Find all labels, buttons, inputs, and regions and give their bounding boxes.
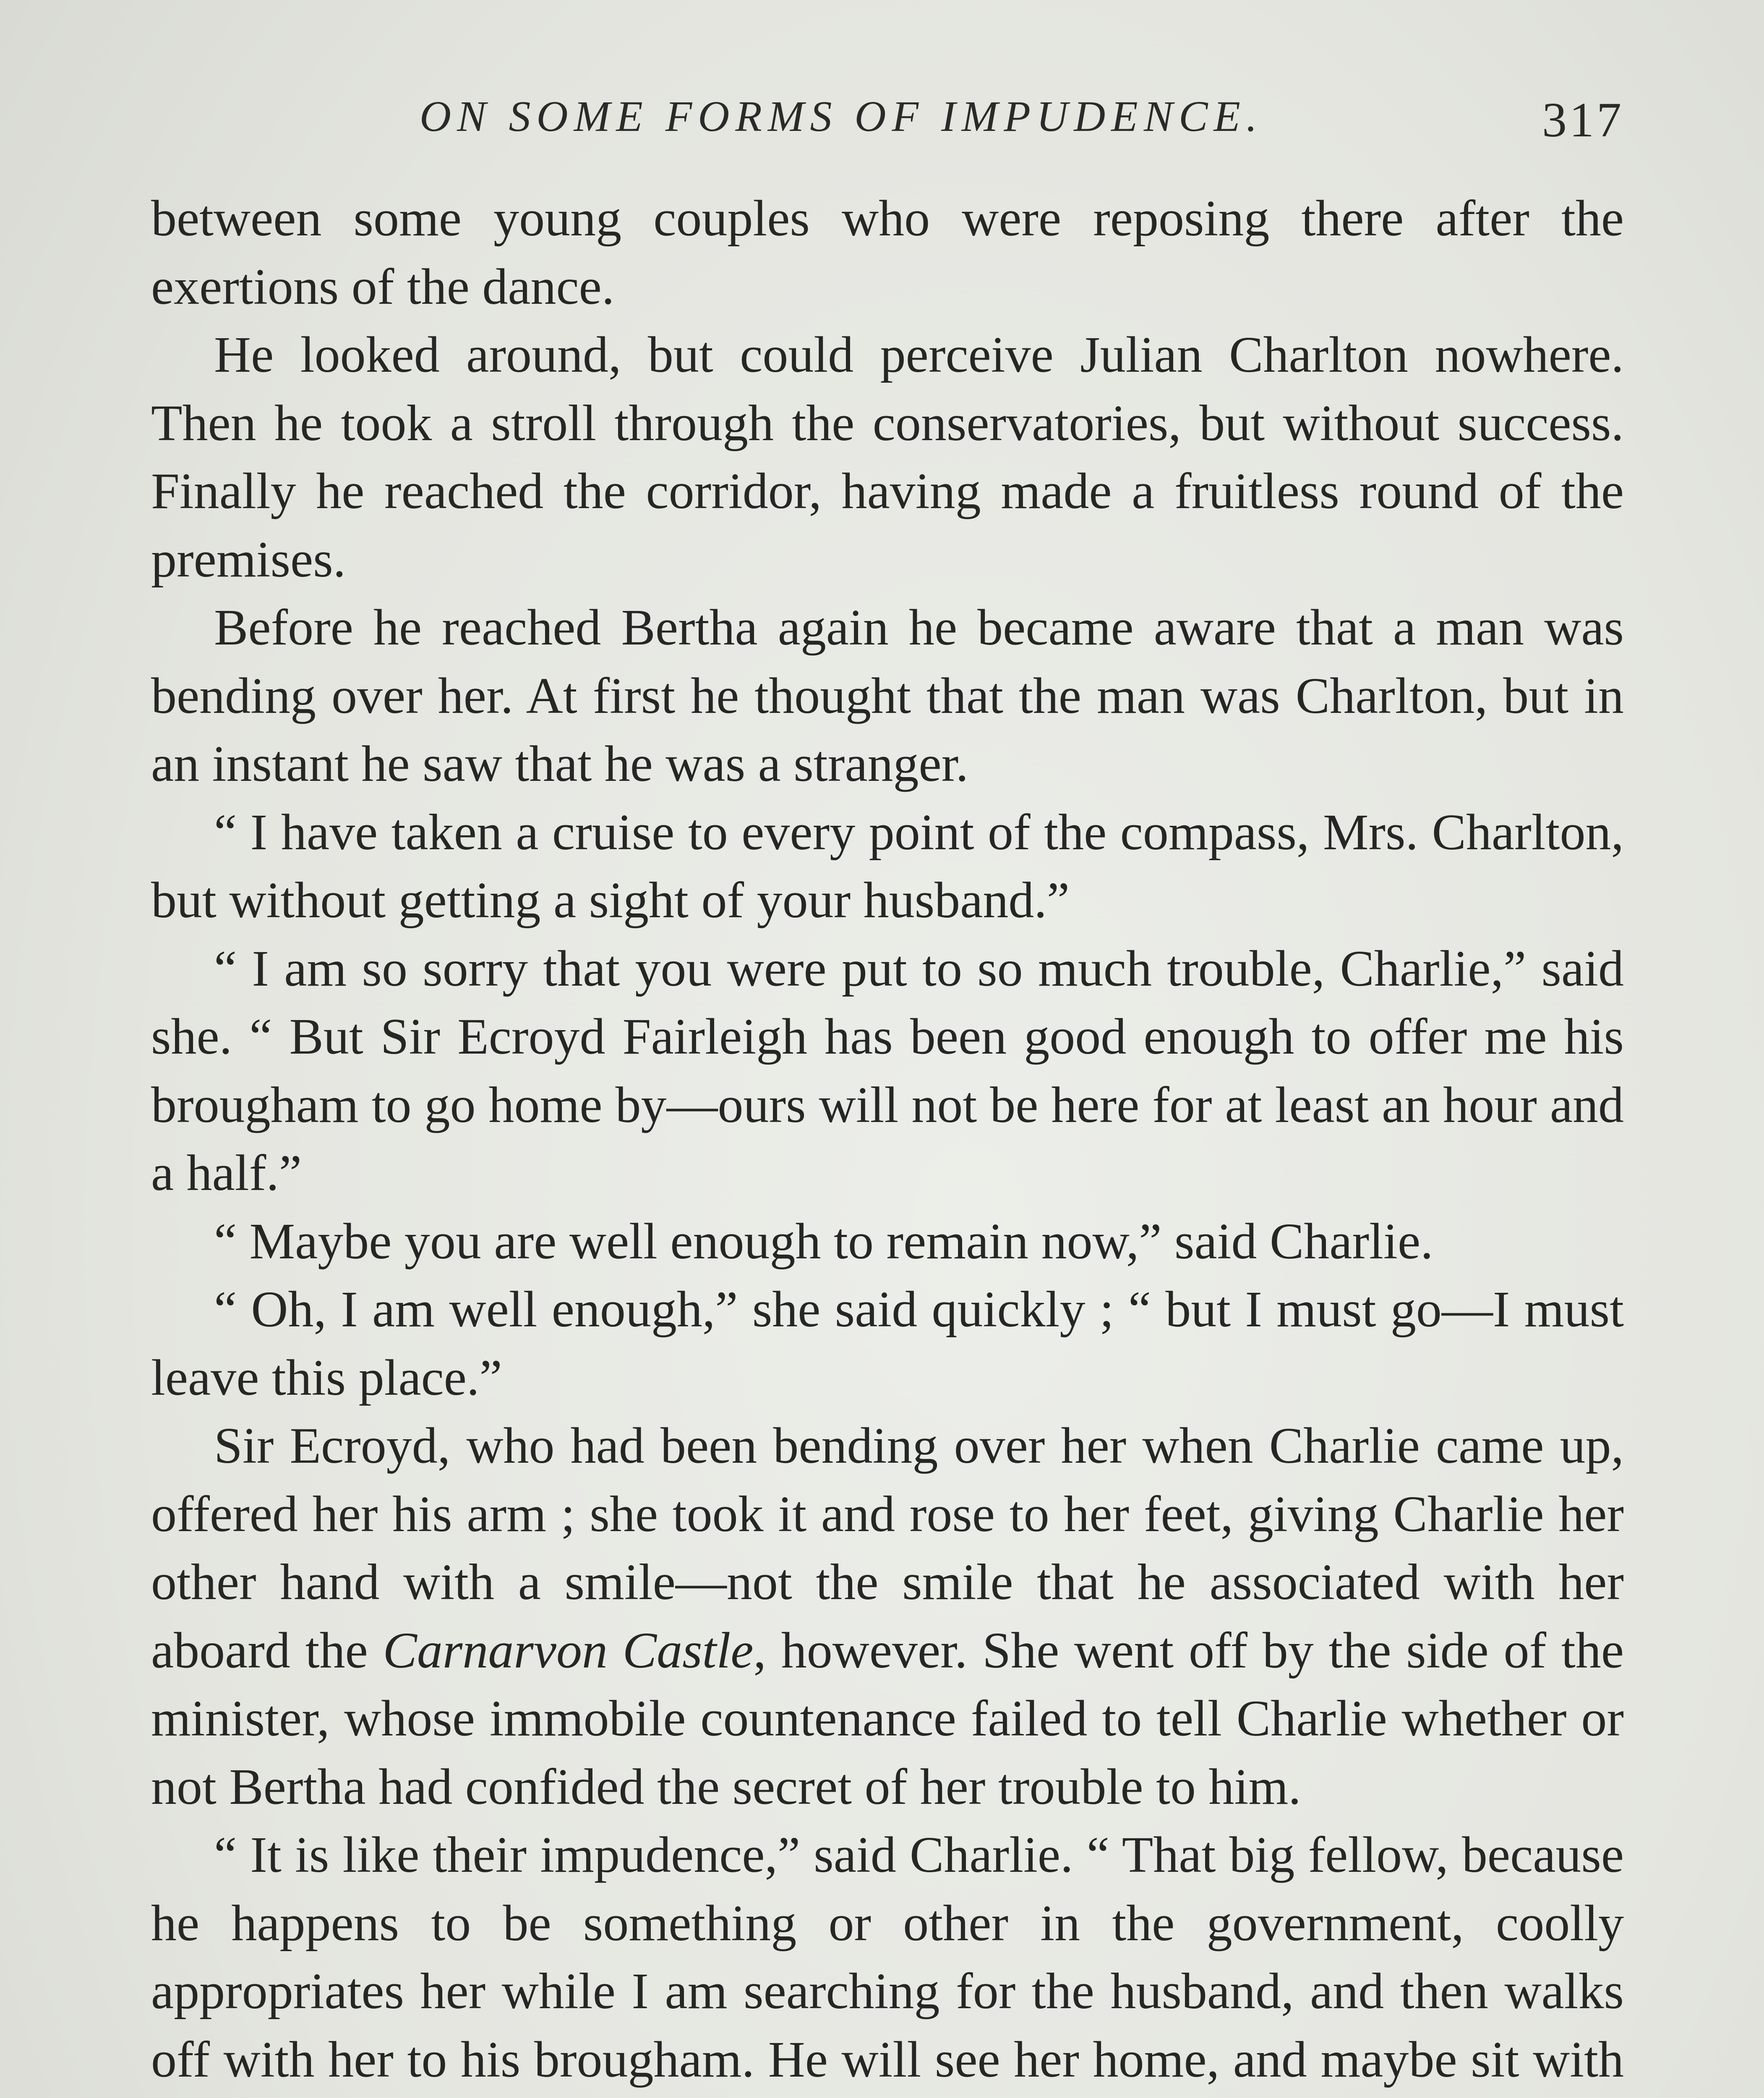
paragraph-text: He looked around, but could perceive Julian Charlton nowhere. Then he took a stroll through the conservatories, but without success. Finally he reached the corridor, having made a fruitless round of the premises. <box>151 326 1624 588</box>
paragraph-text: “ I have taken a cruise to every point of the compass, Mrs. Charlton, but without getting a sight of your husband.” <box>151 804 1624 929</box>
paragraph <box>151 594 1624 798</box>
paragraph <box>151 935 1624 1208</box>
page-number: 317 <box>1542 92 1624 147</box>
italic-text: Carnarvon Castle <box>383 1622 754 1679</box>
paragraph <box>151 185 1624 321</box>
paragraph-text: Sir Ecroyd, who had been bending over her when Charlie came up, offered her his arm ; she took it and rose to her feet, giving Charlie her other hand with a smile—not the smile that he associated with her aboard the <box>151 1417 1624 1679</box>
paragraph-text: “ Oh, I am well enough,” she said quickly ; “ but I must go—I must leave this place.” <box>151 1281 1624 1406</box>
running-head <box>151 91 1624 154</box>
paragraph <box>151 798 1624 935</box>
paragraph-text: “ It is like their impudence,” said Charlie. “ That big fellow, because he happens to be something or other in the government, coolly appropriates her while I am searching for the husband, and then walks off with her to his brougham. He will see her home, and maybe sit with <box>151 1827 1624 2088</box>
paragraph <box>151 1208 1624 1276</box>
paragraph-text: Before he reached Bertha again he became aware that a man was bending over her. At first he thought that the man was Charlton, but in an instant he saw that he was a stranger. <box>151 599 1624 792</box>
body-text <box>151 185 1624 2098</box>
paragraph-text: , however. She went off by the side of the minister, whose immobile countenance failed to tell Charlie whether or not Bertha had confided the secret of her trouble to him. <box>151 1622 1624 1815</box>
paragraph <box>151 321 1624 594</box>
paragraph-text: “ I am so sorry that you were put to so much trouble, Charlie,” said she. “ But Sir Ecroyd Fairleigh has been good enough to offer me his brougham to go home by—ours will not be here for at least an hour and a half.” <box>151 940 1624 1201</box>
paragraph <box>151 1276 1624 1412</box>
paragraph <box>151 1412 1624 1821</box>
paragraph-text: between some young couples who were reposing there after the exertions of the dance. <box>151 190 1624 315</box>
paragraph-text: “ Maybe you are well enough to remain now,” said Charlie. <box>214 1213 1433 1270</box>
paragraph <box>151 1821 1624 2098</box>
running-title: ON SOME FORMS OF IMPUDENCE. <box>420 92 1263 141</box>
